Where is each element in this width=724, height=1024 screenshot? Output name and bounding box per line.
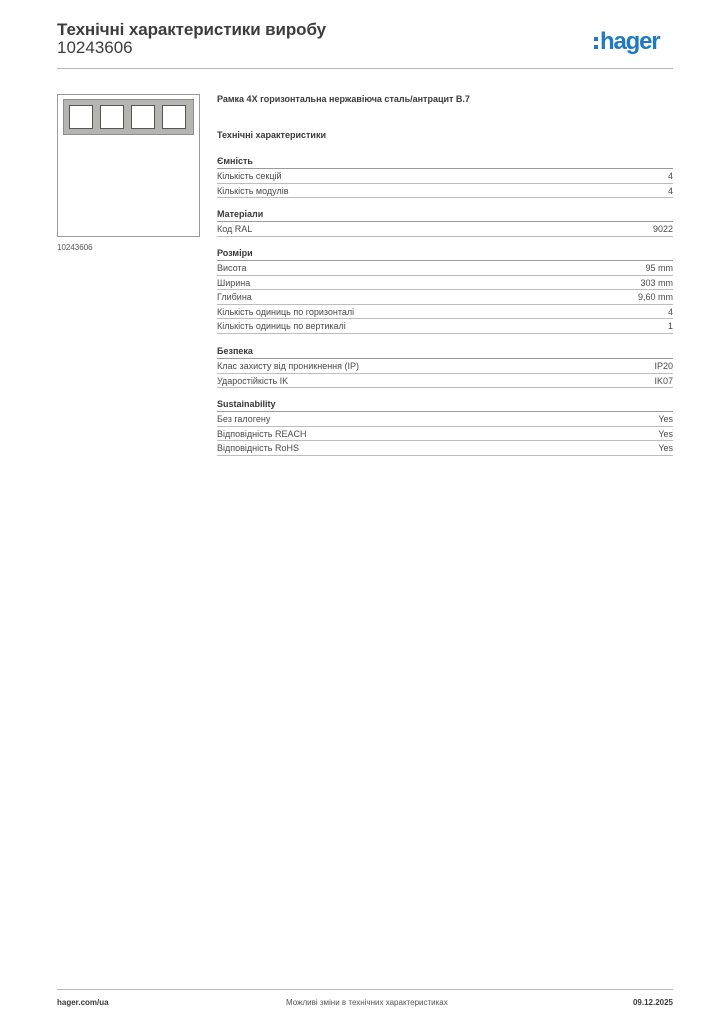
specs-heading: Технічні характеристики xyxy=(217,130,326,140)
spec-value: IP20 xyxy=(654,361,673,371)
spec-value: 4 xyxy=(667,171,673,181)
spec-label: Відповідність RoHS xyxy=(217,443,299,453)
spec-value: 303 mm xyxy=(640,277,673,288)
spec-label: Клас захисту від проникнення (IP) xyxy=(217,361,360,371)
spec-label: Глибина xyxy=(217,292,252,302)
spec-row xyxy=(217,427,673,442)
spec-group-title: Безпека xyxy=(217,344,673,359)
spec-value: 1 xyxy=(667,321,673,331)
spec-row xyxy=(217,374,673,389)
footer-divider xyxy=(57,989,673,990)
spec-row xyxy=(217,305,673,320)
spec-value: 4 xyxy=(667,185,673,196)
spec-row xyxy=(217,276,673,291)
spec-row xyxy=(217,169,673,184)
logo-wordmark: hager xyxy=(600,28,660,55)
spec-label: Висота xyxy=(217,263,247,273)
spec-label: Кількість одиниць по вертикалі xyxy=(217,321,346,331)
spec-label: Кількість модулів xyxy=(217,185,289,196)
spec-value: 9,60 mm xyxy=(637,292,673,302)
spec-value: 95 mm xyxy=(645,263,673,273)
spec-row xyxy=(217,184,673,199)
spec-label: Код RAL xyxy=(217,224,253,234)
product-image-caption: 10243606 xyxy=(57,243,93,252)
spec-label: Відповідність REACH xyxy=(217,428,307,439)
spec-group-capacity xyxy=(217,154,673,198)
product-image xyxy=(57,94,200,237)
spec-label: Ударостійкість IK xyxy=(217,375,289,386)
page-title: Технічні характеристики виробу xyxy=(57,20,326,39)
spec-row xyxy=(217,359,673,374)
spec-value: IK07 xyxy=(654,375,673,386)
product-name: Рамка 4X горизонтальна нержавіюча сталь/антрацит B.7 xyxy=(217,94,470,104)
spec-label: Без галогену xyxy=(217,414,271,424)
spec-group-safety xyxy=(217,344,673,388)
spec-value: Yes xyxy=(658,428,673,439)
spec-group-sustainability xyxy=(217,397,673,456)
spec-group-title: Розміри xyxy=(217,246,673,261)
spec-label: Кількість одиниць по горизонталі xyxy=(217,306,355,317)
spec-row xyxy=(217,412,673,427)
product-code-heading: 10243606 xyxy=(57,38,133,57)
spec-row xyxy=(217,319,673,334)
spec-label: Кількість секцій xyxy=(217,171,282,181)
footer-date: 09.12.2025 xyxy=(632,998,673,1007)
spec-value: Yes xyxy=(658,414,673,424)
spec-group-title: Матеріали xyxy=(217,207,673,222)
spec-row xyxy=(217,222,673,237)
spec-value: Yes xyxy=(658,443,673,453)
footer-website-link[interactable]: hager.com/ua xyxy=(57,998,109,1007)
spec-group-materials xyxy=(217,207,673,237)
spec-value: 9022 xyxy=(652,224,673,234)
spec-row xyxy=(217,261,673,276)
spec-value: 4 xyxy=(667,306,673,317)
spec-group-dimensions xyxy=(217,246,673,334)
frame-4x-horizontal-icon xyxy=(63,99,194,135)
spec-label: Ширина xyxy=(217,277,251,288)
header-divider xyxy=(57,68,673,69)
footer-note: Можливі зміни в технічних характеристиках xyxy=(286,998,448,1007)
spec-group-title: Ємність xyxy=(217,154,673,169)
spec-group-title: Sustainability xyxy=(217,397,673,412)
hager-logo xyxy=(594,27,674,57)
logo-dots-icon xyxy=(594,37,598,53)
spec-row xyxy=(217,290,673,305)
spec-row xyxy=(217,441,673,456)
